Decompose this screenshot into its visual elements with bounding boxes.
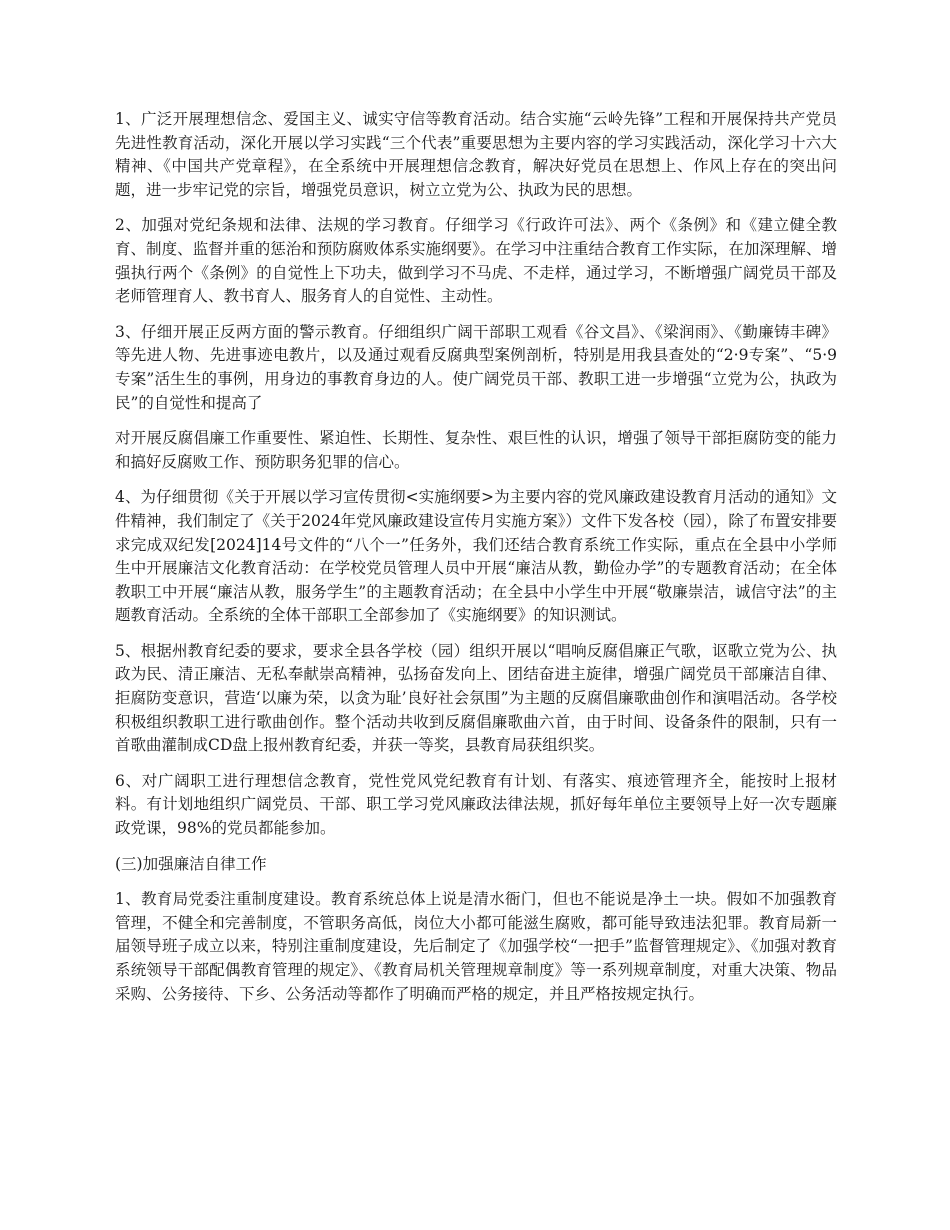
paragraph-1: 1、广泛开展理想信念、爱国主义、诚实守信等教育活动。结合实施“云岭先锋”工程和开展保持共产党员先进性教育活动，深化开展以学习实践“三个代表”重要思想为主要内容的学习实践活动，深化学习十六大精神、《中国共产党章程》，在全系统中开展理想信念教育，解决好党员在思想上、作风上存在的突出问题，进一步牢记党的宗旨，增强党员意识，树立立党为公、执政为民的思想。: [115, 110, 837, 199]
section-heading: (三)加强廉洁自律工作: [115, 854, 267, 873]
paragraph-3: 3、仔细开展正反两方面的警示教育。仔细组织广阔干部职工观看《谷文昌》、《梁润雨》、《勤廉铸丰碑》等先进人物、先进事迹电教片，以及通过观看反腐典型案例剖析，特别是用我县查处的“2·9专案”、“5·9专案”活生生的事例，用身边的事教育身边的人。使广阔党员干部、教职工进一步增强“立党为公，执政为民”的自觉性和提高了: [115, 322, 837, 412]
paragraph-6: 6、对广阔职工进行理想信念教育，党性党风党纪教育有计划、有落实、痕迹管理齐全，能按时上报材料。有计划地组织广阔党员、干部、职工学习党风廉政法律法规，抓好每年单位主要领导上好一次专题廉政党课，98%的党员都能参加。: [115, 771, 837, 838]
paragraph-3-continued: 对开展反腐倡廉工作重要性、紧迫性、长期性、复杂性、艰巨性的认识，增强了领导干部拒腐防变的能力和搞好反腐败工作、预防职务犯罪的信心。: [115, 429, 837, 471]
paragraph-section3-1: 1、教育局党委注重制度建设。教育系统总体上说是清水衙门，但也不能说是净土一块。假如不加强教育管理，不健全和完善制度，不管职务高低，岗位大小都可能滋生腐败，都可能导致违法犯罪。教育局新一届领导班子成立以来，特别注重制度建设，先后制定了《加强学校“一把手”监督管理规定》、《加强对教育系统领导干部配偶教育管理的规定》、《教育局机关管理规章制度》等一系列规章制度，对重大决策、物品采购、公务接待、下乡、公务活动等都作了明确而严格的规定，并且严格按规定执行。: [115, 890, 837, 1003]
paragraph-5: 5、根据州教育纪委的要求，要求全县各学校（园）组织开展以“唱响反腐倡廉正气歌，讴歌立党为公、执政为民、清正廉洁、无私奉献崇高精神，弘扬奋发向上、团结奋进主旋律，增强广阔党员干部廉洁自律、拒腐防变意识，营造‘以廉为荣，以贪为耻’良好社会氛围”为主题的反腐倡廉歌曲创作和演唱活动。各学校积极组织教职工进行歌曲创作。整个活动共收到反腐倡廉歌曲六首，由于时间、设备条件的限制，只有一首歌曲灌制成CD盘上报州教育纪委，并获一等奖，县教育局获组织奖。: [115, 641, 837, 755]
document-body: [115, 108, 837, 1018]
paragraph-4: 4、为仔细贯彻《关于开展以学习宣传贯彻<实施纲要>为主要内容的党风廉政建设教育月活动的通知》文件精神，我们制定了《关于2024年党风廉政建设宣传月实施方案》）文件下发各校（园），除了布置安排要求完成双纪发[2024]14号文件的“八个一”任务外，我们还结合教育系统工作实际，重点在全县中小学师生中开展廉洁文化教育活动：在学校党员管理人员中开展“廉洁从教，勤俭办学”的专题教育活动；在全体教职工中开展“廉洁从教，服务学生”的主题教育活动；在全县中小学生中开展“敬廉崇洁，诚信守法”的主题教育活动。全系统的全体干部职工全部参加了《实施纲要》的知识测试。: [115, 488, 837, 625]
paragraph-2: 2、加强对党纪条规和法律、法规的学习教育。仔细学习《行政许可法》、两个《条例》和《建立健全教育、制度、监督并重的惩治和预防腐败体系实施纲要》。在学习中注重结合教育工作实际，在加深理解、增强执行两个《条例》的自觉性上下功夫，做到学习不马虎、不走样，通过学习，不断增强广阔党员干部及老师管理育人、教书育人、服务育人的自觉性、主动性。: [115, 216, 837, 306]
